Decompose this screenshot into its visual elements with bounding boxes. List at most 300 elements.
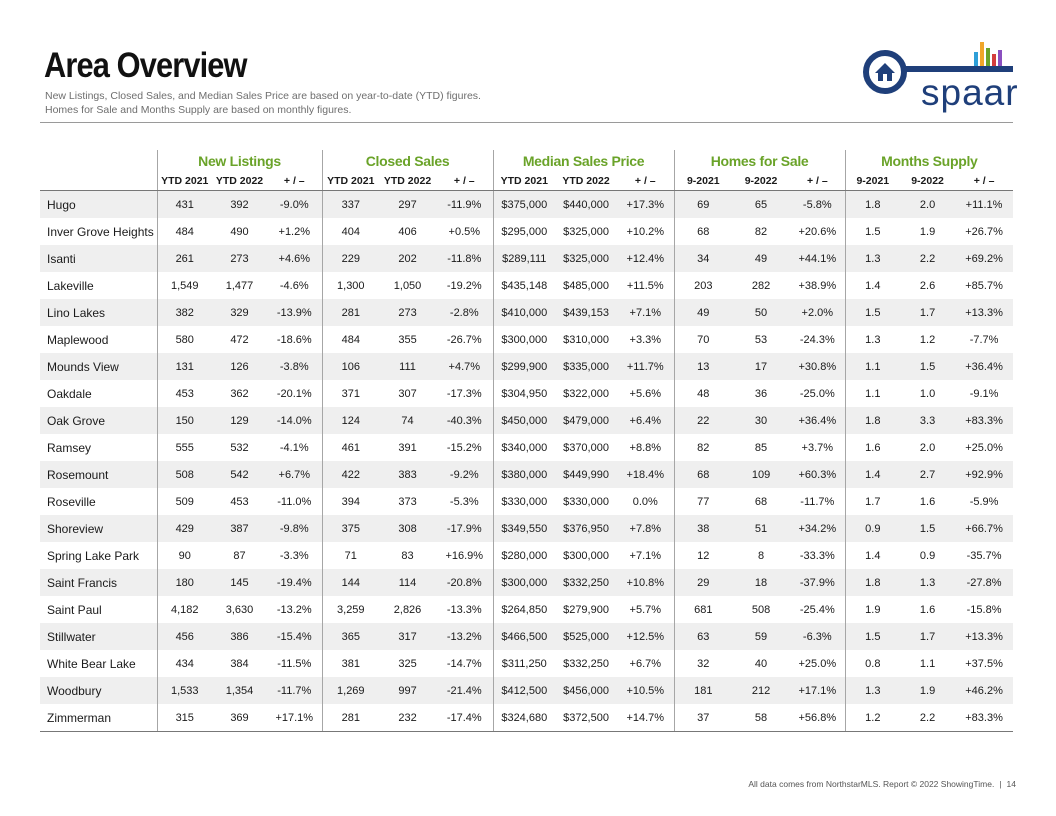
area-name-cell: Woodbury: [40, 677, 157, 704]
table-cell: 51: [732, 515, 790, 542]
table-cell: -14.7%: [446, 657, 482, 670]
table-cell: -2.8%: [436, 299, 493, 326]
table-cell: 68: [674, 461, 732, 488]
table-cell: $300,000: [563, 549, 609, 562]
table-cell: $304,950: [493, 380, 555, 407]
table-cell: +20.6%: [798, 225, 837, 238]
table-cell: 38: [674, 515, 732, 542]
table-cell: 1.5: [845, 299, 900, 326]
table-cell: 1.5: [900, 515, 955, 542]
table-cell: 30: [732, 407, 790, 434]
group-header: New Listings: [157, 150, 322, 172]
table-cell: 508: [751, 603, 771, 616]
table-cell: 2.2: [900, 704, 955, 732]
table-cell: +5.6%: [629, 387, 662, 400]
table-cell: -3.3%: [279, 549, 309, 562]
table-cell: 49: [732, 245, 790, 272]
table-cell: 8: [757, 549, 765, 562]
table-cell: $280,000: [493, 542, 555, 569]
table-cell: -40.3%: [436, 407, 493, 434]
table-cell: -11.7%: [267, 677, 322, 704]
table-cell: 317: [379, 623, 436, 650]
area-header-cell: [40, 172, 157, 191]
table-cell: 1.3: [900, 569, 955, 596]
table-cell: 337: [322, 191, 379, 219]
table-cell: -17.4%: [436, 704, 493, 732]
table-cell: +25.0%: [965, 441, 1003, 454]
table-cell: 315: [157, 704, 212, 732]
corner-cell: [40, 150, 157, 172]
table-cell: 114: [379, 569, 436, 596]
table-cell: 150: [157, 407, 212, 434]
table-cell: 63: [674, 623, 732, 650]
footer-source: All data comes from NorthstarMLS. Report © 2022 ShowingTime.: [748, 779, 995, 789]
table-row: [40, 380, 1013, 407]
table-cell: -13.3%: [446, 603, 482, 616]
table-cell: +4.6%: [267, 245, 322, 272]
table-cell: 386: [212, 623, 267, 650]
table-cell: 387: [212, 515, 267, 542]
table-cell: 532: [230, 441, 249, 454]
table-cell: -5.3%: [449, 495, 479, 508]
table-cell: -19.2%: [446, 279, 482, 292]
page-number: 14: [1006, 779, 1016, 789]
table-cell: 0.9: [845, 515, 900, 542]
table-row: [40, 488, 1013, 515]
table-cell: -7.7%: [969, 333, 999, 346]
table-cell: 40: [754, 657, 768, 670]
table-cell: 1,050: [393, 279, 422, 292]
area-name-cell: Inver Grove Heights: [47, 224, 154, 239]
table-cell: +7.8%: [617, 515, 674, 542]
column-header: 9-2021: [674, 172, 732, 191]
column-header: + / –: [267, 172, 322, 191]
table-cell: $299,900: [493, 353, 555, 380]
table-cell: $300,000: [493, 326, 555, 353]
table-cell: 1.8: [845, 407, 900, 434]
table-cell: 394: [322, 488, 379, 515]
table-cell: 325: [398, 657, 417, 670]
table-cell: +3.3%: [629, 333, 662, 346]
table-cell: 371: [322, 380, 379, 407]
table-cell: 282: [751, 279, 771, 292]
table-cell: 297: [379, 191, 436, 219]
table-cell: 82: [754, 225, 768, 238]
table-cell: 375: [322, 515, 379, 542]
table-cell: $295,000: [493, 218, 555, 245]
table-cell: 2.2: [900, 245, 955, 272]
table-cell: +8.8%: [629, 441, 662, 454]
table-cell: 1.2: [919, 333, 936, 346]
footer: [748, 779, 1016, 789]
table-cell: 1,533: [157, 677, 212, 704]
table-cell: +56.8%: [790, 704, 845, 732]
table-cell: 472: [230, 333, 249, 346]
table-cell: 429: [157, 515, 212, 542]
table-cell: -5.8%: [790, 191, 845, 219]
table-cell: 1.0: [919, 387, 936, 400]
table-cell: 69: [674, 191, 732, 219]
table-row: [40, 650, 1013, 677]
table-cell: 144: [322, 569, 379, 596]
table-cell: 1,354: [212, 677, 267, 704]
table-cell: +44.1%: [790, 245, 845, 272]
table-cell: +18.4%: [617, 461, 674, 488]
table-cell: +14.7%: [617, 704, 674, 732]
table-cell: 1.7: [900, 623, 955, 650]
table-cell: +46.2%: [955, 677, 1013, 704]
table-cell: -25.4%: [799, 603, 835, 616]
area-overview-table: [40, 150, 1013, 732]
table-cell: 1.2: [845, 704, 900, 732]
table-cell: 1.9: [845, 596, 900, 623]
table-cell: 0.8: [845, 650, 900, 677]
table-cell: +37.5%: [965, 657, 1003, 670]
table-cell: 461: [322, 434, 379, 461]
table-cell: $300,000: [493, 569, 555, 596]
table-cell: +30.8%: [790, 353, 845, 380]
table-cell: $456,000: [555, 677, 617, 704]
table-cell: 12: [674, 542, 732, 569]
table-cell: 1.7: [900, 299, 955, 326]
table-row: [40, 218, 1013, 245]
table-cell: 126: [212, 353, 267, 380]
table-cell: -3.8%: [267, 353, 322, 380]
table-cell: -13.2%: [276, 603, 312, 616]
table-cell: +36.4%: [955, 353, 1013, 380]
table-cell: 508: [157, 461, 212, 488]
table-cell: 1.1: [919, 657, 936, 670]
table-cell: -21.4%: [436, 677, 493, 704]
table-cell: 2.0: [919, 441, 936, 454]
table-cell: 1.8: [845, 569, 900, 596]
table-cell: 85: [754, 441, 768, 454]
table-cell: 384: [230, 657, 249, 670]
table-cell: 1.5: [900, 353, 955, 380]
table-cell: $525,000: [555, 623, 617, 650]
table-cell: $325,000: [555, 245, 617, 272]
table-cell: 32: [674, 650, 732, 677]
group-header: Closed Sales: [322, 150, 493, 172]
group-header: Median Sales Price: [493, 150, 674, 172]
table-cell: +7.1%: [617, 299, 674, 326]
table-cell: 1.7: [845, 488, 900, 515]
table-cell: 3.3: [900, 407, 955, 434]
table-cell: 49: [674, 299, 732, 326]
table-cell: -11.5%: [277, 657, 312, 670]
table-cell: $375,000: [493, 191, 555, 219]
table-cell: 77: [674, 488, 732, 515]
table-cell: 2.7: [900, 461, 955, 488]
table-cell: -4.6%: [279, 279, 309, 292]
table-cell: 22: [674, 407, 732, 434]
area-name-cell: Oak Grove: [40, 407, 157, 434]
table-cell: +13.3%: [955, 623, 1013, 650]
table-cell: 1.4: [845, 461, 900, 488]
table-cell: 124: [322, 407, 379, 434]
table-cell: $372,500: [555, 704, 617, 732]
table-cell: 109: [732, 461, 790, 488]
table-cell: 456: [157, 623, 212, 650]
table-cell: $479,000: [555, 407, 617, 434]
table-cell: $380,000: [493, 461, 555, 488]
table-cell: -37.9%: [790, 569, 845, 596]
table-cell: 453: [157, 380, 212, 407]
table-cell: -35.7%: [966, 549, 1002, 562]
table-cell: +34.2%: [790, 515, 845, 542]
table-row: [40, 542, 1013, 569]
table-cell: 2.6: [919, 279, 936, 292]
group-header: Months Supply: [845, 150, 1013, 172]
table-cell: 404: [322, 218, 379, 245]
table-cell: -20.1%: [276, 387, 312, 400]
table-cell: $376,950: [555, 515, 617, 542]
table-cell: -17.9%: [436, 515, 493, 542]
table-cell: 484: [157, 218, 212, 245]
table-cell: 34: [674, 245, 732, 272]
table-cell: 329: [212, 299, 267, 326]
column-header: + / –: [617, 172, 674, 191]
table-cell: 18: [732, 569, 790, 596]
sub-header-row: [40, 172, 1013, 191]
table-cell: 355: [398, 333, 417, 346]
column-header: YTD 2021: [322, 172, 379, 191]
column-header: 9-2022: [732, 172, 790, 191]
table-row: [40, 353, 1013, 380]
table-cell: 373: [398, 495, 417, 508]
table-cell: 383: [379, 461, 436, 488]
table-cell: 68: [754, 495, 768, 508]
table-cell: $324,680: [493, 704, 555, 732]
table-cell: 82: [674, 434, 732, 461]
table-cell: 3,259: [322, 596, 379, 623]
area-name-cell: Roseville: [47, 494, 96, 509]
column-header: 9-2022: [900, 172, 955, 191]
table-cell: +10.2%: [626, 225, 665, 238]
table-cell: +11.1%: [955, 191, 1013, 219]
table-cell: 1.6: [845, 434, 900, 461]
table-cell: 1.3: [845, 245, 900, 272]
table-cell: -27.8%: [955, 569, 1013, 596]
table-cell: $410,000: [493, 299, 555, 326]
area-name-cell: Isanti: [40, 245, 157, 272]
table-cell: +60.3%: [790, 461, 845, 488]
area-name-cell: Stillwater: [40, 623, 157, 650]
table-row: [40, 704, 1013, 732]
table-cell: 181: [674, 677, 732, 704]
table-cell: +17.1%: [790, 677, 845, 704]
table-cell: -26.7%: [446, 333, 482, 346]
table-cell: -11.7%: [800, 495, 835, 508]
table-cell: -15.2%: [446, 441, 482, 454]
table-cell: 1.5: [845, 623, 900, 650]
table-cell: 997: [379, 677, 436, 704]
table-cell: 65: [732, 191, 790, 219]
table-cell: $264,850: [493, 596, 555, 623]
table-cell: $370,000: [563, 441, 609, 454]
table-cell: 180: [157, 569, 212, 596]
table-cell: 2.0: [900, 191, 955, 219]
table-cell: $322,000: [563, 387, 609, 400]
table-cell: +25.0%: [798, 657, 837, 670]
table-cell: -4.1%: [279, 441, 309, 454]
table-cell: -15.4%: [267, 623, 322, 650]
area-name-cell: White Bear Lake: [47, 656, 136, 671]
table-cell: 229: [322, 245, 379, 272]
column-header: YTD 2021: [157, 172, 212, 191]
table-cell: -11.8%: [436, 245, 493, 272]
page-subtitle: [45, 89, 565, 117]
area-name-cell: Shoreview: [40, 515, 157, 542]
table-cell: -13.9%: [267, 299, 322, 326]
footer-separator: |: [999, 779, 1002, 789]
table-cell: 1.3: [845, 677, 900, 704]
table-cell: +13.3%: [955, 299, 1013, 326]
table-cell: 53: [754, 333, 768, 346]
table-cell: 83: [401, 549, 414, 562]
table-cell: 68: [674, 218, 732, 245]
table-cell: 202: [379, 245, 436, 272]
table-cell: +10.5%: [617, 677, 674, 704]
table-cell: $310,000: [563, 333, 609, 346]
column-header: + / –: [436, 172, 493, 191]
table-cell: 391: [398, 441, 417, 454]
table-cell: 681: [674, 596, 732, 623]
table-row: [40, 434, 1013, 461]
table-cell: 3,630: [225, 603, 254, 616]
table-cell: $311,250: [493, 650, 555, 677]
table-cell: 1,549: [157, 272, 212, 299]
table-cell: $289,111: [493, 245, 555, 272]
table-cell: 74: [379, 407, 436, 434]
table-cell: 273: [379, 299, 436, 326]
table-cell: +36.4%: [790, 407, 845, 434]
table-cell: 71: [322, 542, 379, 569]
table-cell: 542: [212, 461, 267, 488]
table-cell: +92.9%: [955, 461, 1013, 488]
table-cell: $330,000: [493, 488, 555, 515]
table-cell: -9.2%: [436, 461, 493, 488]
table-cell: 453: [230, 495, 249, 508]
table-cell: 70: [674, 326, 732, 353]
table-cell: +17.1%: [267, 704, 322, 732]
table-cell: -24.3%: [799, 333, 835, 346]
table-cell: 203: [674, 272, 732, 299]
table-cell: 1.1: [845, 380, 900, 407]
table-cell: 1,269: [322, 677, 379, 704]
table-cell: +11.5%: [626, 279, 664, 292]
table-cell: 129: [212, 407, 267, 434]
area-name-cell: Lino Lakes: [40, 299, 157, 326]
column-header: YTD 2021: [493, 172, 555, 191]
table-cell: 281: [322, 704, 379, 732]
column-header: + / –: [955, 172, 1013, 191]
table-cell: -33.3%: [799, 549, 835, 562]
table-cell: +7.1%: [629, 549, 662, 562]
area-name-cell: Saint Francis: [40, 569, 157, 596]
table-cell: 87: [233, 549, 246, 562]
table-cell: 369: [212, 704, 267, 732]
table-cell: 36: [754, 387, 768, 400]
table-cell: 555: [157, 434, 212, 461]
table-cell: 212: [732, 677, 790, 704]
table-cell: 381: [322, 650, 379, 677]
table-cell: -11.9%: [436, 191, 493, 219]
area-name-cell: Ramsey: [47, 440, 92, 455]
table-cell: -9.8%: [267, 515, 322, 542]
table-cell: 1.6: [919, 603, 936, 616]
table-cell: $485,000: [563, 279, 609, 292]
table-cell: +10.8%: [617, 569, 674, 596]
table-cell: $450,000: [493, 407, 555, 434]
table-cell: -17.3%: [446, 387, 482, 400]
table-cell: 0.0%: [632, 495, 658, 508]
table-cell: 1.3: [845, 326, 900, 353]
table-cell: 431: [157, 191, 212, 219]
table-cell: 90: [157, 542, 212, 569]
table-row: [40, 245, 1013, 272]
table-cell: 1.9: [900, 677, 955, 704]
table-cell: +5.7%: [629, 603, 662, 616]
column-header: YTD 2022: [212, 172, 267, 191]
table-row: [40, 596, 1013, 623]
table-cell: +4.7%: [436, 353, 493, 380]
table-cell: 4,182: [157, 596, 212, 623]
table-row: [40, 326, 1013, 353]
table-cell: -20.8%: [436, 569, 493, 596]
table-cell: +12.4%: [617, 245, 674, 272]
table-cell: 307: [398, 387, 417, 400]
column-header: + / –: [790, 172, 845, 191]
table-cell: 1,477: [225, 279, 254, 292]
table-row: [40, 272, 1013, 299]
table-cell: -6.3%: [790, 623, 845, 650]
table-cell: 1.4: [845, 542, 900, 569]
table-cell: $332,250: [563, 657, 609, 670]
table-cell: $325,000: [563, 225, 609, 238]
area-name-cell: Rosemount: [40, 461, 157, 488]
area-name-cell: Hugo: [40, 191, 157, 219]
header-divider: [40, 122, 1013, 123]
table-row: [40, 461, 1013, 488]
subtitle-line-2: Homes for Sale and Months Supply are based on monthly figures.: [45, 104, 352, 116]
table-cell: 0.9: [919, 549, 936, 562]
area-name-cell: Lakeville: [47, 278, 94, 293]
table-cell: +1.2%: [278, 225, 311, 238]
table-cell: 145: [212, 569, 267, 596]
table-cell: -25.0%: [799, 387, 835, 400]
table-cell: $340,000: [493, 434, 555, 461]
table-cell: +11.7%: [617, 353, 674, 380]
table-cell: 406: [398, 225, 417, 238]
table-row: [40, 299, 1013, 326]
table-cell: 1.9: [919, 225, 936, 238]
table-cell: 490: [230, 225, 249, 238]
table-cell: $440,000: [555, 191, 617, 219]
table-row: [40, 677, 1013, 704]
table-cell: $330,000: [563, 495, 609, 508]
table-cell: -15.8%: [966, 603, 1002, 616]
table-cell: +6.7%: [629, 657, 662, 670]
area-name-cell: Oakdale: [47, 386, 92, 401]
table-cell: -5.9%: [969, 495, 999, 508]
table-cell: 232: [379, 704, 436, 732]
group-header: Homes for Sale: [674, 150, 845, 172]
table-cell: -9.1%: [969, 387, 999, 400]
table-cell: +0.5%: [448, 225, 481, 238]
table-cell: -19.4%: [267, 569, 322, 596]
table-cell: 1.1: [845, 353, 900, 380]
